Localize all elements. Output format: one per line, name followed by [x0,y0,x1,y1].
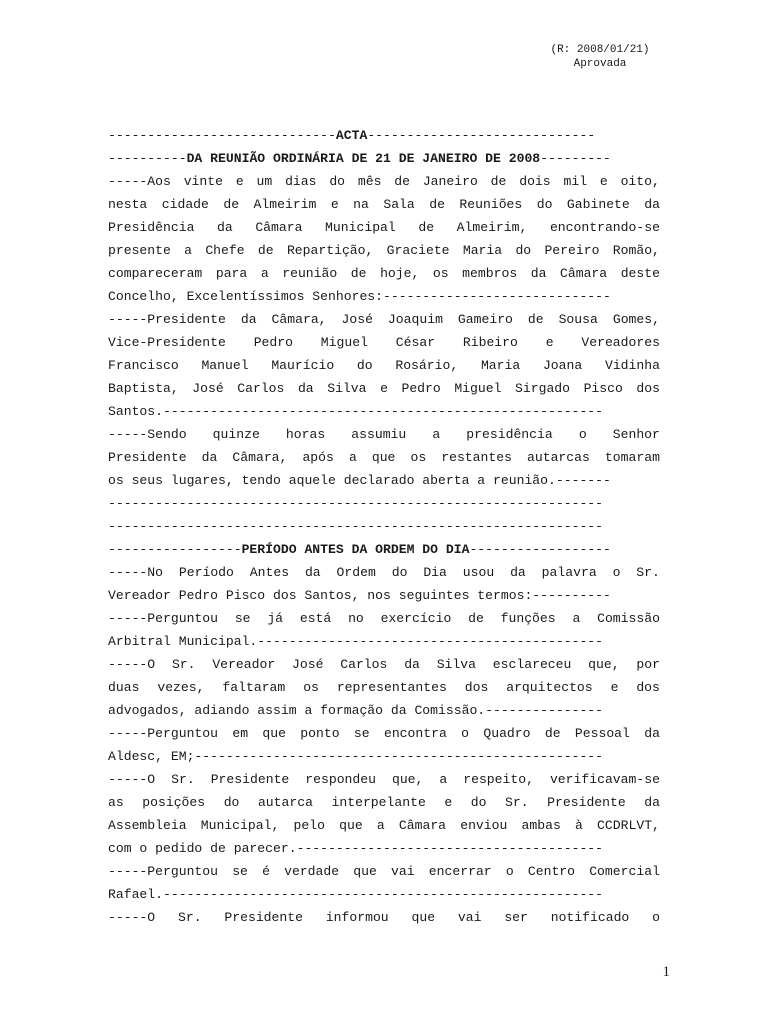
word: Vereador [212,657,276,672]
word: a [439,772,448,787]
word: -----O [108,772,156,787]
paragraph-line [108,423,660,446]
section-heading-line [108,538,660,561]
word: verdade [284,864,340,879]
paragraph-line: --------------------------------------------------------------- [108,496,604,511]
word: ser [504,910,528,925]
word: nesta [108,197,148,212]
paragraph-line [108,377,660,400]
word: dos [464,680,489,695]
word: Gomes, [612,312,660,327]
word: tomaram [604,450,660,465]
word: da [510,565,526,580]
paragraph-line: os seus lugares, tendo aquele declarado aberta a reunião.------- [108,473,611,488]
word: Silva [327,381,367,396]
word: Gabinete [566,197,630,212]
word: está [299,611,332,626]
word: Gameiro [457,312,513,327]
word: Câmara, [271,312,327,327]
paragraph-line [108,193,660,216]
word: da [644,197,660,212]
word: posições [142,795,206,810]
review-reference: (R: 2008/01/21) [550,44,650,56]
word: o [505,864,514,879]
heading-suffix-dashes: ----------------------------- [367,128,596,143]
page-number: 1 [662,964,670,980]
word: do [391,565,408,580]
word: de [429,197,445,212]
word: Janeiro [422,174,478,189]
word: dois [519,174,551,189]
word: interpelante [331,795,426,810]
word: na [353,197,369,212]
word: Baptista, [108,381,179,396]
word: Municipal [325,220,396,235]
review-note [520,43,680,71]
paragraph-line [108,653,660,676]
word: o [461,726,470,741]
word: que [411,910,436,925]
word: de [527,312,544,327]
word: quinze [212,427,260,442]
paragraph-line [108,860,660,883]
word: representantes [336,680,447,695]
word: César [395,335,436,350]
word: e [330,197,339,212]
word: restantes [441,450,512,465]
word: Centro [527,864,576,879]
word: Antes [249,565,290,580]
word: Sousa [558,312,598,327]
word: respondeu [305,772,376,787]
word: exercício [380,611,452,626]
section-heading-line [108,124,660,147]
word: Joaquim [387,312,443,327]
word: Presidente [210,772,290,787]
word: encontra [383,726,447,741]
word: vai [457,910,482,925]
word: de [490,174,507,189]
word: da [201,450,218,465]
word: ambas [521,818,561,833]
word: -----Perguntou [108,726,219,741]
word: do [356,358,373,373]
word: Vice-Presidente [108,335,226,350]
word: Câmara [560,266,608,281]
word: Almeirim [253,197,317,212]
word: a [432,427,441,442]
word: CCDRLVT, [597,818,660,833]
word: verificavam-se [549,772,660,787]
word: Rosário, [395,358,459,373]
paragraph-line: advogados, adiando assim a formação da Comissão.--------------- [108,703,604,718]
word: Carlos [340,657,388,672]
word: Silva [436,657,476,672]
paragraph-line [108,308,660,331]
word: presidência [466,427,553,442]
word: que [339,818,363,833]
word: Pereiro [544,243,600,258]
word: mês [357,174,382,189]
word: Comercial [589,864,660,879]
word: da [304,565,321,580]
heading-suffix-dashes: --------- [540,151,611,166]
word: Romão, [612,243,660,258]
word: usou [462,565,495,580]
word: Presidente [224,910,303,925]
heading-prefix-dashes: ----------------------------- [108,128,336,143]
word: mil [563,174,588,189]
section-heading: ACTA [335,128,368,143]
paragraph-line: com o pedido de parecer.--------------------------------------- [108,841,604,856]
word: reunião [282,266,338,281]
section-heading-line [108,147,660,170]
word: do [329,174,346,189]
word: que [262,726,286,741]
word: Miguel [320,335,368,350]
word: Pedro [401,381,441,396]
word: Sala [383,197,415,212]
word: compareceram [108,266,203,281]
word: que, [391,772,424,787]
word: Presidente [547,795,626,810]
paragraph-line [108,791,660,814]
word: Chefe [205,243,245,258]
word: da [297,381,314,396]
word: Sr. [505,795,529,810]
word: o [652,910,660,925]
word: Manuel [201,358,249,373]
word: membros [462,266,518,281]
word: a [376,818,385,833]
word: José [341,312,373,327]
word: -----Aos [108,174,171,189]
word: a [572,611,581,626]
paragraph-line: Santos.-------------------------------------------------------- [108,404,604,419]
word: encerrar [428,864,492,879]
word: horas [285,427,326,442]
word: Sr. [171,772,195,787]
word: vezes, [157,680,205,695]
word: autarcas [527,450,590,465]
paragraph-line [108,354,660,377]
word: a [348,450,357,465]
word: no [348,611,364,626]
paragraph-line: Concelho, Excelentíssimos Senhores:----------------------------- [108,289,611,304]
heading-prefix-dashes: ---------- [108,151,187,166]
word: já [267,611,284,626]
word: de [257,243,274,258]
word: deste [620,266,660,281]
word: Pisco [583,381,623,396]
word: por [636,657,660,672]
word: para [215,266,248,281]
word: notificado [550,910,630,925]
word: a [184,243,193,258]
word: Presidência [108,220,195,235]
word: em [232,726,249,741]
word: Dia [423,565,447,580]
word: oito, [620,174,660,189]
word: e [380,381,388,396]
word: Assembleia [108,818,187,833]
word: Câmara [255,220,303,235]
word: a [260,266,269,281]
word: informou [325,910,389,925]
word: Ordem [336,565,376,580]
paragraph-line [108,170,660,193]
word: de [418,220,435,235]
word: -----Sendo [108,427,187,442]
word: de [350,266,367,281]
word: o [578,427,587,442]
word: da [240,312,257,327]
word: -----Perguntou [108,611,219,626]
word: Reuniões [459,197,523,212]
word: e [545,335,554,350]
paragraph-line [108,262,660,285]
paragraph-line [108,814,660,837]
word: de [223,197,240,212]
word: José [292,657,324,672]
paragraph-line: Aldesc, EM;---------------------------------------------------- [108,749,604,764]
word: e [610,680,619,695]
word: ponto [300,726,340,741]
word: Sirgado [515,381,571,396]
word: da [530,266,547,281]
word: vinte [183,174,223,189]
word: da [404,657,420,672]
word: José [192,381,224,396]
word: os [432,266,449,281]
word: Comissão [597,611,660,626]
word: Vidinha [604,358,660,373]
paragraph-line: Vereador Pedro Pisco dos Santos, nos seguintes termos:---------- [108,588,611,603]
word: -----O [108,910,156,925]
paragraph-line: Rafael.-------------------------------------------------------- [108,887,604,902]
word: -----O [108,657,156,672]
word: se [232,864,248,879]
word: dos [636,381,660,396]
word: os [410,450,427,465]
word: dos [636,680,660,695]
word: Quadro [483,726,531,741]
word: pelo [293,818,325,833]
heading-suffix-dashes: ------------------ [469,542,611,557]
heading-prefix-dashes: ----------------- [108,542,242,557]
word: palavra [541,565,597,580]
word: que, [588,657,620,672]
minutes-body [108,124,660,929]
word: que [353,864,377,879]
word: da [644,726,660,741]
word: da [217,220,233,235]
paragraph-line: --------------------------------------------------------------- [108,519,604,534]
word: respeito, [463,772,534,787]
paragraph-line [108,216,660,239]
word: Graciete [386,243,450,258]
word: Presidente [108,450,187,465]
word: duas [108,680,140,695]
paragraph-line [108,607,660,630]
word: vai [391,864,415,879]
word: Sr. [636,565,660,580]
word: de [468,611,484,626]
word: Câmara, [232,450,288,465]
word: Repartição, [286,243,374,258]
word: o [612,565,621,580]
word: Joana [542,358,583,373]
word: Maurício [271,358,335,373]
paragraph-line: Arbitral Municipal.-------------------------------------------- [108,634,604,649]
word: do [515,243,532,258]
word: hoje, [380,266,420,281]
word: Sr. [177,910,202,925]
paragraph-line [108,676,660,699]
paragraph-line [108,239,660,262]
word: -----No [108,565,164,580]
word: encontrando-se [549,220,660,235]
word: Sr. [171,657,196,672]
word: se [353,726,370,741]
word: as [108,795,124,810]
word: Almeirim, [456,220,528,235]
word: arquitectos [506,680,593,695]
section-heading: DA REUNIÃO ORDINÁRIA DE 21 DE JANEIRO DE 2008 [186,151,541,166]
word: -----Perguntou [108,864,219,879]
word: um [256,174,273,189]
word: Carlos [237,381,285,396]
word: faltaram [222,680,286,695]
word: Câmara [398,818,447,833]
word: de [394,174,410,189]
word: da [644,795,660,810]
word: é [262,864,270,879]
word: funções [500,611,556,626]
word: Maria [480,358,521,373]
paragraph-line [108,768,660,791]
word: dias [285,174,317,189]
word: do [470,795,487,810]
word: Senhor [612,427,660,442]
word: que [371,450,396,465]
word: cidade [161,197,209,212]
word: Francisco [108,358,179,373]
word: esclareceu [492,657,572,672]
paragraph-line [108,446,660,469]
word: autarca [257,795,313,810]
word: à [575,818,583,833]
word: presente [108,243,171,258]
paragraph-line [108,722,660,745]
word: Pedro [253,335,293,350]
word: Municipal, [200,818,280,833]
paragraph-line [108,331,660,354]
word: e [599,174,608,189]
paragraph-line [108,561,660,584]
word: Maria [462,243,503,258]
word: Ribeiro [462,335,518,350]
word: Miguel [454,381,502,396]
word: após [302,450,334,465]
word: do [536,197,553,212]
word: enviou [460,818,508,833]
word: e [235,174,244,189]
word: do [223,795,240,810]
word: -----Presidente [108,312,226,327]
word: Pessoal [574,726,630,741]
word: Período [178,565,234,580]
word: de [544,726,561,741]
word: e [444,795,453,810]
word: Vereadores [581,335,660,350]
word: assumiu [351,427,407,442]
word: os [303,680,319,695]
word: se [234,611,251,626]
section-heading: PERÍODO ANTES DA ORDEM DO DIA [241,542,470,557]
review-status: Aprovada [573,58,627,70]
paragraph-line [108,906,660,929]
